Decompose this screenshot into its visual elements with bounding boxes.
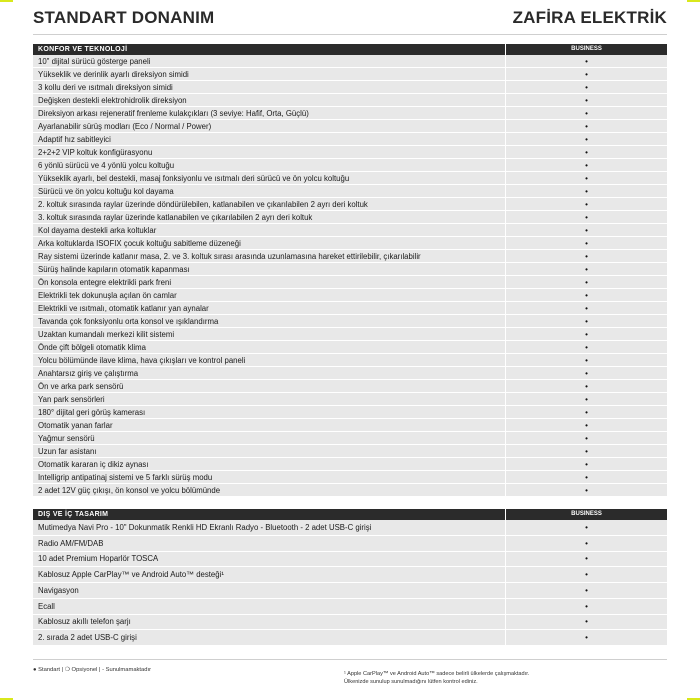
feature-label: 2+2+2 VIP koltuk konfigürasyonu bbox=[38, 147, 153, 157]
table-row bbox=[33, 432, 667, 445]
feature-label: Kablosuz akıllı telefon şarjı bbox=[38, 617, 131, 627]
table-row bbox=[33, 107, 667, 120]
column-header-business: BUSINESS bbox=[505, 509, 667, 520]
table-row bbox=[33, 224, 667, 237]
feature-label: Uzaktan kumandalı merkezi kilit sistemi bbox=[38, 329, 175, 339]
footnote-line: Ülkenizde sunulup sunulmadığını lütfen kontrol ediniz. bbox=[344, 679, 478, 685]
feature-label: Elektrikli ve ısıtmalı, otomatik katlanır yan aynalar bbox=[38, 303, 209, 313]
standard-bullet: • bbox=[505, 583, 667, 598]
standard-bullet: • bbox=[505, 68, 667, 80]
standard-bullet: • bbox=[505, 55, 667, 67]
table-row bbox=[33, 211, 667, 224]
table-row bbox=[33, 289, 667, 302]
feature-label: 2. koltuk sırasında raylar üzerinde döndürülebilen, katlanabilen ve çıkarılabilen 2 ayrı deri koltuk bbox=[38, 199, 368, 209]
standard-bullet: • bbox=[505, 484, 667, 496]
table-row bbox=[33, 393, 667, 406]
section-exterior-interior bbox=[33, 509, 667, 646]
table-row bbox=[33, 159, 667, 172]
feature-label: 10 adet Premium Hoparlör TOSCA bbox=[38, 554, 159, 564]
feature-label: Yağmur sensörü bbox=[38, 433, 95, 443]
feature-label: Tavanda çok fonksiyonlu orta konsol ve ışıklandırma bbox=[38, 316, 219, 326]
feature-label: Adaptif hız sabitleyici bbox=[38, 134, 111, 144]
feature-label: Otomatik yanan farlar bbox=[38, 420, 113, 430]
feature-label: Radio AM/FM/DAB bbox=[38, 538, 104, 548]
table-row bbox=[33, 520, 667, 536]
footer-divider bbox=[33, 659, 667, 660]
standard-bullet: • bbox=[505, 107, 667, 119]
table-row bbox=[33, 315, 667, 328]
page-header bbox=[33, 8, 667, 30]
feature-label: Ayarlanabilir sürüş modları (Eco / Normal / Power) bbox=[38, 121, 212, 131]
standard-bullet: • bbox=[505, 380, 667, 392]
section-title: KONFOR VE TEKNOLOJİ bbox=[38, 46, 128, 53]
section-rows bbox=[33, 520, 667, 646]
table-row bbox=[33, 263, 667, 276]
table-row bbox=[33, 380, 667, 393]
feature-label: Anahtarsız giriş ve çalıştırma bbox=[38, 368, 139, 378]
table-row bbox=[33, 406, 667, 419]
section-header bbox=[33, 44, 667, 55]
feature-label: Direksiyon arkası rejeneratif frenleme kulakçıkları (3 seviye: Hafif, Orta, Güçlü) bbox=[38, 108, 309, 118]
feature-label: Arka koltuklarda ISOFIX çocuk koltuğu sabitleme düzeneği bbox=[38, 238, 241, 248]
standard-bullet: • bbox=[505, 630, 667, 645]
standard-bullet: • bbox=[505, 276, 667, 288]
table-row bbox=[33, 94, 667, 107]
feature-label: 6 yönlü sürücü ve 4 yönlü yolcu koltuğu bbox=[38, 160, 175, 170]
model-title: ZAFİRA ELEKTRİK bbox=[512, 8, 667, 27]
table-row bbox=[33, 599, 667, 615]
feature-label: Sürüş halinde kapıların otomatik kapanması bbox=[38, 264, 190, 274]
feature-label: Navigasyon bbox=[38, 585, 79, 595]
header-divider bbox=[33, 34, 667, 35]
feature-label: 10" dijital sürücü gösterge paneli bbox=[38, 56, 151, 66]
feature-label: 2. sırada 2 adet USB-C girişi bbox=[38, 633, 137, 643]
table-row bbox=[33, 146, 667, 159]
feature-label: Yükseklik ve derinlik ayarlı direksiyon simidi bbox=[38, 69, 189, 79]
table-row bbox=[33, 354, 667, 367]
standard-bullet: • bbox=[505, 185, 667, 197]
standard-bullet: • bbox=[505, 315, 667, 327]
feature-label: Intelligrip antipatinaj sistemi ve 5 farklı sürüş modu bbox=[38, 472, 213, 482]
table-row bbox=[33, 583, 667, 599]
feature-label: Ön konsola entegre elektrikli park freni bbox=[38, 277, 172, 287]
standard-bullet: • bbox=[505, 432, 667, 444]
standard-bullet: • bbox=[505, 354, 667, 366]
feature-label: Uzun far asistanı bbox=[38, 446, 97, 456]
table-row bbox=[33, 133, 667, 146]
standard-bullet: • bbox=[505, 328, 667, 340]
accent-mark-top-right bbox=[687, 0, 700, 2]
feature-label: Değişken destekli elektrohidrolik direksiyon bbox=[38, 95, 187, 105]
page-title: STANDART DONANIM bbox=[33, 8, 215, 27]
feature-label: Ecall bbox=[38, 601, 55, 611]
standard-bullet: • bbox=[505, 552, 667, 567]
standard-bullet: • bbox=[505, 120, 667, 132]
standard-bullet: • bbox=[505, 289, 667, 301]
table-row bbox=[33, 536, 667, 552]
standard-bullet: • bbox=[505, 250, 667, 262]
footnote-line: ¹ Apple CarPlay™ ve Android Auto™ sadece belirli ülkelerde çalışmaktadır. bbox=[344, 671, 530, 677]
standard-bullet: • bbox=[505, 599, 667, 614]
table-row bbox=[33, 630, 667, 646]
standard-bullet: • bbox=[505, 302, 667, 314]
standard-bullet: • bbox=[505, 615, 667, 630]
footnote bbox=[344, 670, 644, 686]
feature-label: Ön ve arka park sensörü bbox=[38, 381, 124, 391]
standard-bullet: • bbox=[505, 520, 667, 535]
standard-bullet: • bbox=[505, 567, 667, 582]
standard-bullet: • bbox=[505, 224, 667, 236]
standard-bullet: • bbox=[505, 471, 667, 483]
feature-label: Mutimedya Navi Pro - 10" Dokunmatik Renkli HD Ekranlı Radyo - Bluetooth - 2 adet USB-C girişi bbox=[38, 522, 372, 532]
section-comfort-technology bbox=[33, 44, 667, 497]
feature-label: 180° dijital geri görüş kamerası bbox=[38, 407, 146, 417]
standard-bullet: • bbox=[505, 263, 667, 275]
accent-mark-top-left bbox=[0, 0, 13, 2]
section-title: DIŞ VE İÇ TASARIM bbox=[38, 511, 109, 518]
standard-bullet: • bbox=[505, 198, 667, 210]
table-row bbox=[33, 445, 667, 458]
table-row bbox=[33, 458, 667, 471]
table-row bbox=[33, 419, 667, 432]
feature-label: Kablosuz Apple CarPlay™ ve Android Auto™ desteği¹ bbox=[38, 570, 224, 580]
column-header-business: BUSINESS bbox=[505, 44, 667, 55]
feature-label: Yükseklik ayarlı, bel destekli, masaj fonksiyonlu ve ısıtmalı deri sürücü ve ön yolcu koltuğu bbox=[38, 173, 350, 183]
legend: ● Standart | ❍ Opsiyonel | - Sunulmamaktadır bbox=[33, 667, 152, 673]
table-row bbox=[33, 276, 667, 289]
table-row bbox=[33, 471, 667, 484]
standard-bullet: • bbox=[505, 367, 667, 379]
table-row bbox=[33, 120, 667, 133]
table-row bbox=[33, 81, 667, 94]
feature-label: Ray sistemi üzerinde katlanır masa, 2. ve 3. koltuk sırası arasında uzunlamasına hareket ettirilebilir, çıkarılabilir bbox=[38, 251, 421, 261]
table-row bbox=[33, 367, 667, 380]
table-row bbox=[33, 328, 667, 341]
table-row bbox=[33, 198, 667, 211]
table-row bbox=[33, 552, 667, 568]
standard-bullet: • bbox=[505, 419, 667, 431]
standard-bullet: • bbox=[505, 393, 667, 405]
feature-label: Yan park sensörleri bbox=[38, 394, 105, 404]
feature-label: 3 kollu deri ve ısıtmalı direksiyon simidi bbox=[38, 82, 173, 92]
table-row bbox=[33, 68, 667, 81]
standard-bullet: • bbox=[505, 211, 667, 223]
feature-label: Önde çift bölgeli otomatik klima bbox=[38, 342, 146, 352]
standard-bullet: • bbox=[505, 81, 667, 93]
table-row bbox=[33, 302, 667, 315]
standard-bullet: • bbox=[505, 341, 667, 353]
standard-bullet: • bbox=[505, 159, 667, 171]
feature-label: Sürücü ve ön yolcu koltuğu kol dayama bbox=[38, 186, 174, 196]
standard-bullet: • bbox=[505, 237, 667, 249]
standard-bullet: • bbox=[505, 133, 667, 145]
table-row bbox=[33, 615, 667, 631]
feature-label: Otomatik kararan iç dikiz aynası bbox=[38, 459, 149, 469]
table-row bbox=[33, 237, 667, 250]
section-rows bbox=[33, 55, 667, 497]
standard-bullet: • bbox=[505, 458, 667, 470]
standard-bullet: • bbox=[505, 536, 667, 551]
feature-label: Yolcu bölümünde ilave klima, hava çıkışları ve kontrol paneli bbox=[38, 355, 246, 365]
table-row bbox=[33, 55, 667, 68]
table-row bbox=[33, 484, 667, 497]
standard-bullet: • bbox=[505, 146, 667, 158]
table-row bbox=[33, 567, 667, 583]
feature-label: 2 adet 12V güç çıkışı, ön konsol ve yolcu bölümünde bbox=[38, 485, 221, 495]
section-header bbox=[33, 509, 667, 520]
standard-bullet: • bbox=[505, 406, 667, 418]
feature-label: 3. koltuk sırasında raylar üzerinde katlanabilen ve çıkarılabilen 2 ayrı deri koltuk bbox=[38, 212, 313, 222]
standard-bullet: • bbox=[505, 94, 667, 106]
standard-bullet: • bbox=[505, 445, 667, 457]
table-row bbox=[33, 172, 667, 185]
table-row bbox=[33, 341, 667, 354]
feature-label: Elektrikli tek dokunuşla açılan ön camlar bbox=[38, 290, 177, 300]
table-row bbox=[33, 250, 667, 263]
standard-bullet: • bbox=[505, 172, 667, 184]
feature-label: Kol dayama destekli arka koltuklar bbox=[38, 225, 157, 235]
table-row bbox=[33, 185, 667, 198]
